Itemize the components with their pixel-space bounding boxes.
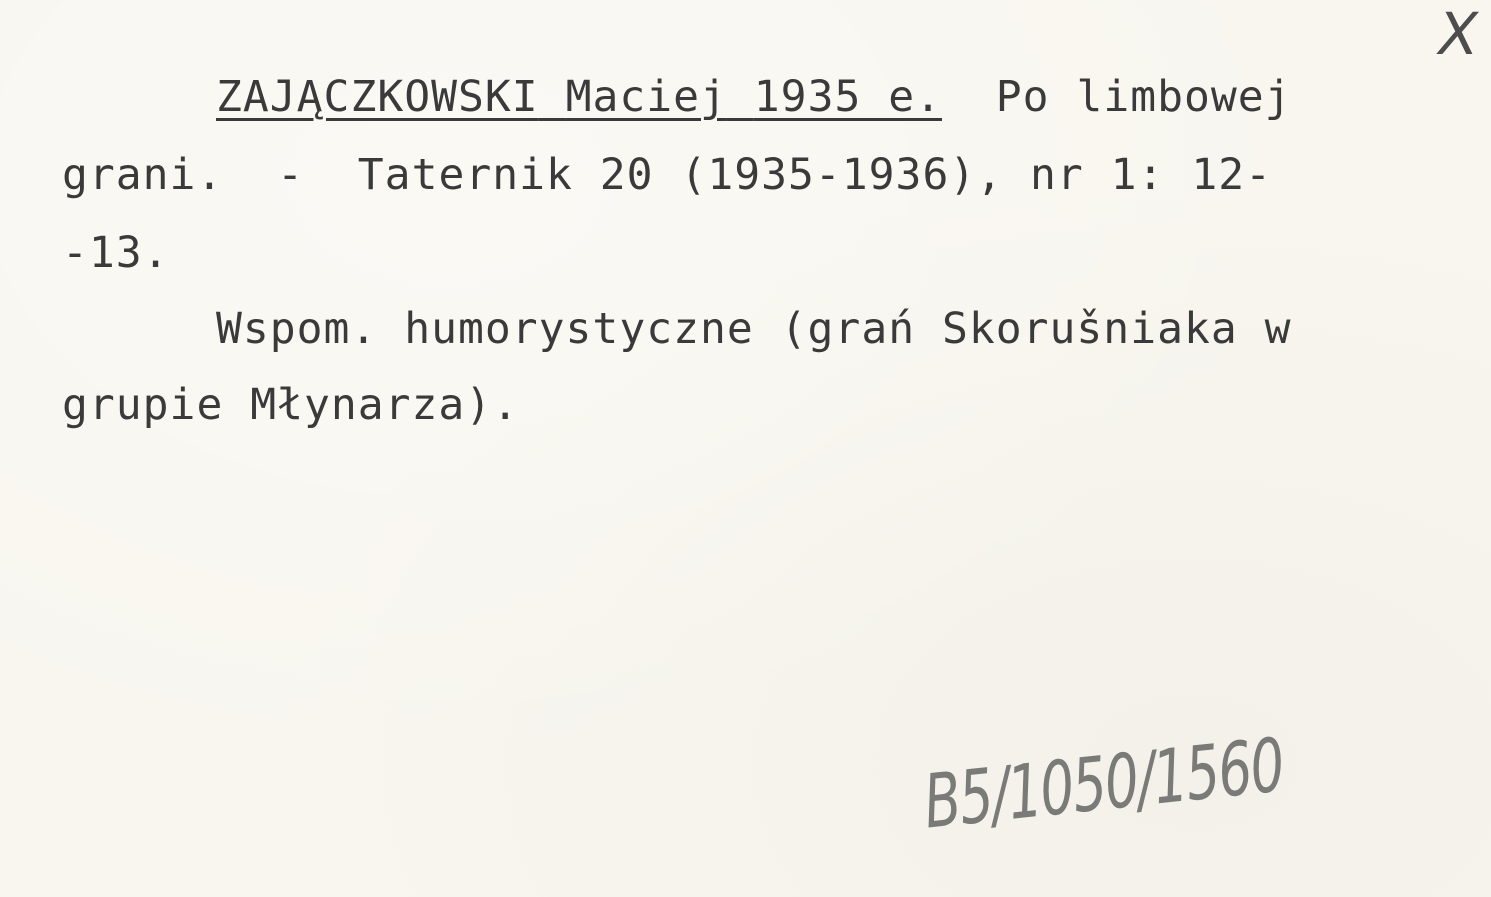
corner-mark: X xyxy=(1432,0,1484,68)
annotation-line-1: Wspom. humorystyczne (grań Skorušniaka w xyxy=(216,304,1292,354)
year-note: 1935 e. xyxy=(753,72,943,122)
dash: - xyxy=(277,150,305,200)
year-space xyxy=(727,72,754,122)
title-end: grani. xyxy=(62,150,224,200)
author-surname: ZAJĄCZKOWSKI xyxy=(216,72,539,122)
shelfmark: B5/1050/1560 xyxy=(920,722,1288,846)
annotation-line-2: grupie Młynarza). xyxy=(62,380,520,430)
author-given-name: Maciej xyxy=(565,72,727,122)
pages-end: -13. xyxy=(62,228,170,278)
entry-line-2 xyxy=(62,150,1272,200)
author-space xyxy=(539,72,566,122)
entry-line-1 xyxy=(216,72,1292,122)
source: Taternik 20 (1935-1936), nr 1: 12- xyxy=(357,150,1272,200)
gap xyxy=(942,72,996,122)
title-start: Po limbowej xyxy=(995,72,1292,122)
